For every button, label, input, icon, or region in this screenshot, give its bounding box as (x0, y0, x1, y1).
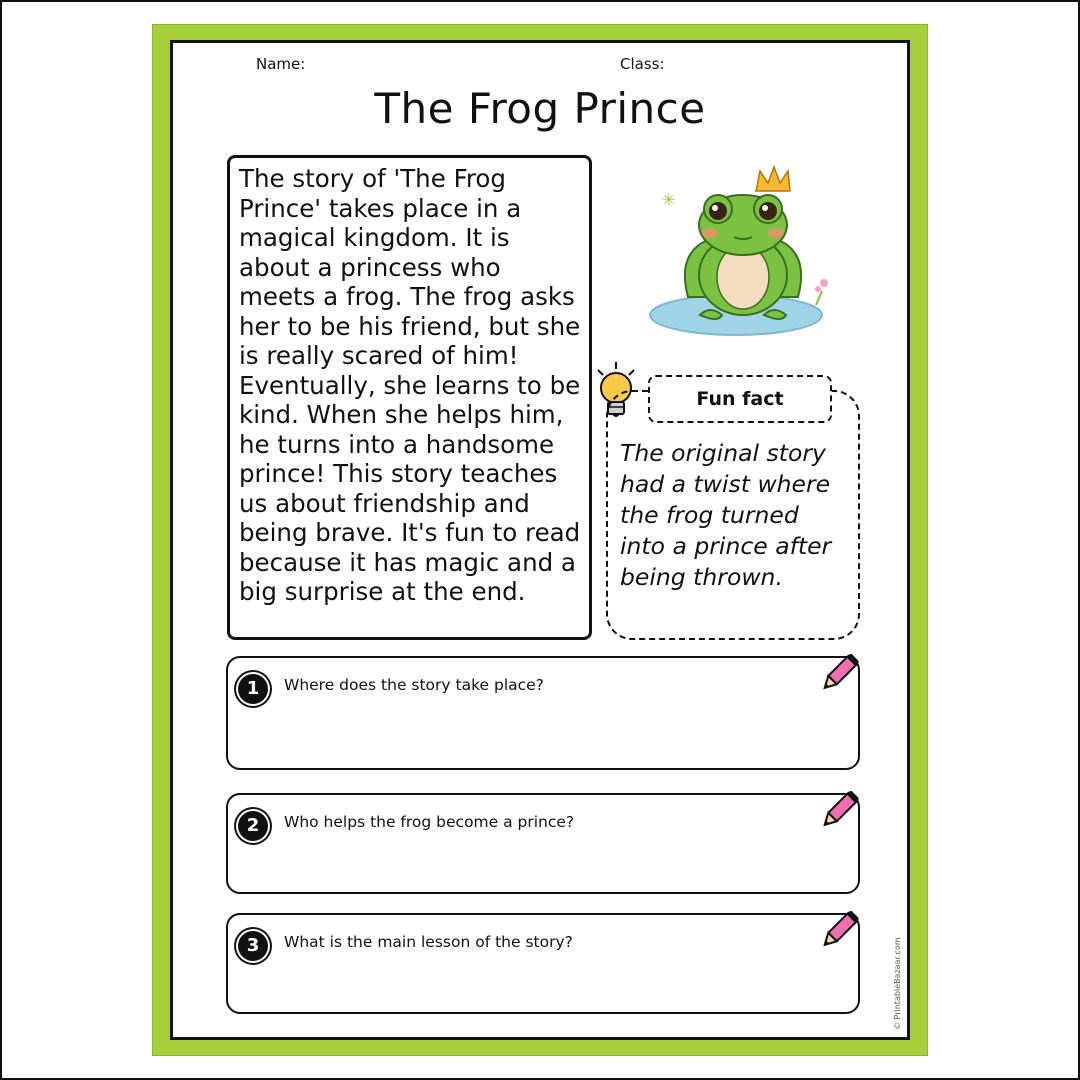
question-text: Who helps the frog become a prince? (284, 813, 575, 831)
answer-box-2[interactable] (226, 793, 860, 894)
story-box (227, 155, 592, 640)
svg-text:✳: ✳ (662, 190, 676, 209)
fun-fact-box (606, 390, 860, 640)
question-number: 1 (238, 674, 268, 704)
question-number: 3 (238, 931, 268, 961)
name-label: Name: (256, 55, 306, 73)
question-text: What is the main lesson of the story? (284, 933, 573, 951)
answer-box-1[interactable] (226, 656, 860, 770)
frog-illustration (648, 165, 838, 340)
pencil-icon (816, 905, 866, 955)
class-label: Class: (620, 55, 665, 73)
story-text: The story of 'The Frog Prince' takes place in a magical kingdom. It is about a princess who meets a frog. The frog asks her to be his friend, but she is really scared of him! Eventually, she learns to be kind. When she helps him, he turns into a handsome prince! This story teaches us about friendship and being brave. It's fun to read because it has magic and a big surprise at the end. (239, 164, 581, 606)
answer-box-3[interactable] (226, 913, 860, 1014)
question-text: Where does the story take place? (284, 676, 544, 694)
site-credit: © PrintableBazaar.com (893, 937, 902, 1030)
page-title: The Frog Prince (374, 84, 706, 133)
fun-fact-title: Fun fact (648, 375, 832, 423)
fun-fact-text: The original story had a twist where the frog turned into a prince after being thrown. (620, 439, 832, 591)
question-number: 2 (238, 811, 268, 841)
pencil-icon (816, 785, 866, 835)
pencil-icon (816, 648, 866, 698)
